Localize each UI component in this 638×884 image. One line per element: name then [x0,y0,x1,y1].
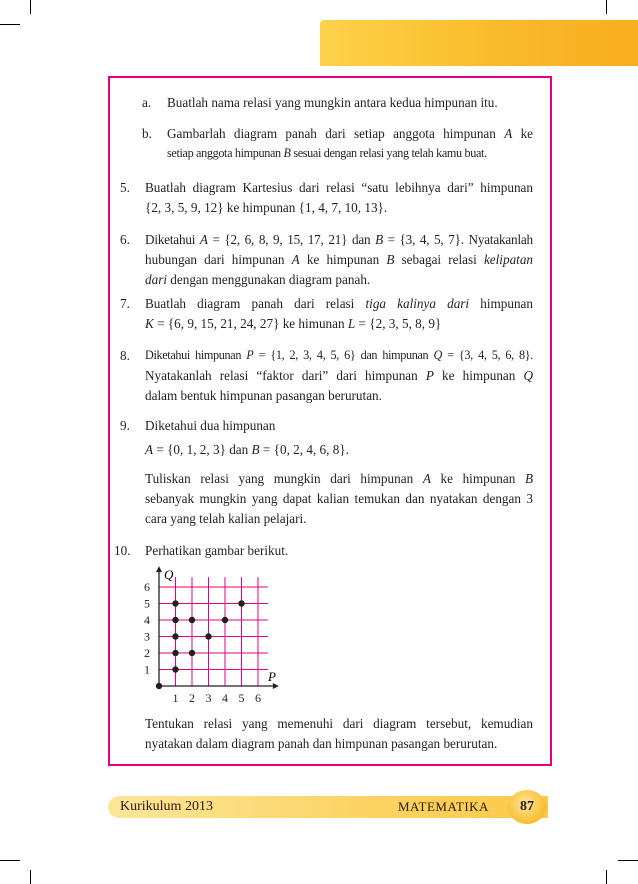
data-point [172,633,178,639]
y-tick-label: 3 [144,629,150,644]
x-tick-label: 5 [238,691,245,705]
question-8-line1: Diketahui himpunan P = {1, 2, 3, 4, 5, 6} dan himpunan Q = {3, 4, 5, 6, 8}. [145,348,533,362]
question-9-line3: Tuliskan relasi yang mungkin dari himpunan A ke himpunan B [145,471,534,486]
question-10-number: 10. [114,543,131,558]
data-point [222,617,228,623]
y-tick-label: 6 [144,580,150,594]
question-9-number: 9. [120,418,130,433]
x-axis-label: P [268,669,276,684]
x-tick-label: 2 [189,691,195,705]
question-5-line1: Buatlah diagram Kartesius dari relasi “satu lebihnya dari” himpunan [145,180,533,195]
question-10-line2: Tentukan relasi yang memenuhi dari diagram tersebut, kemudian [145,716,533,731]
data-point [156,683,162,689]
crop-mark [606,0,607,14]
y-tick-label: 2 [144,646,150,660]
question-10-line3: nyatakan dalam diagram panah dan himpunan pasangan berurutan. [145,736,498,751]
crop-mark [606,870,607,884]
y-tick-label: 4 [144,613,150,627]
crop-mark [30,0,31,14]
crop-mark [0,860,20,861]
data-point [172,600,178,606]
y-tick-label: 5 [144,596,150,611]
y-tick-label: 1 [144,662,150,677]
x-tick-label: 4 [222,691,228,705]
crop-mark [0,24,20,25]
data-point [189,650,195,656]
item-b-line2: setiap anggota himpunan B sesuai dengan relasi yang telah kamu buat. [167,146,487,160]
footer-curriculum: Kurikulum 2013 [120,799,213,814]
x-tick-label: 3 [205,691,212,705]
question-5-number: 5. [120,180,130,195]
question-7-line1: Buatlah diagram panah dari relasi tiga kalinya dari himpunan [145,296,534,311]
question-8-line2: Nyatakanlah relasi “faktor dari” dari himpunan P ke himpunan Q [145,368,534,383]
question-9-line4: sebanyak mungkin yang dapat kalian temukan dan nyatakan dengan 3 [145,491,533,506]
question-9-line2: A = {0, 1, 2, 3} dan B = {0, 2, 4, 6, 8}. [145,442,349,457]
question-7-number: 7. [120,296,130,311]
data-point [172,650,178,656]
data-point [172,617,178,623]
y-axis-label: Q [164,567,174,582]
y-axis-arrow [156,566,162,572]
data-point [172,666,178,672]
data-point [189,617,195,623]
question-8-number: 8. [120,348,130,363]
item-b-label: b. [142,126,152,141]
question-6-line2: hubungan dari himpunan A ke himpunan B sebagai relasi kelipatan [145,252,534,267]
question-8-line3: dalam bentuk himpunan pasangan berurutan. [145,388,382,403]
question-9-line5: cara yang telah kalian pelajari. [145,511,307,526]
data-point [238,600,244,606]
question-6-line1: Diketahui A = {2, 6, 8, 9, 15, 17, 21} dan B = {3, 4, 5, 7}. Nyatakanlah [145,232,533,247]
data-points [156,600,245,689]
question-6-number: 6. [120,232,130,247]
page-number: 87 [508,790,546,824]
data-point [205,633,211,639]
question-10-line1: Perhatikan gambar berikut. [145,543,289,558]
x-tick-label: 1 [172,691,179,705]
crop-mark [618,860,638,861]
item-b-line1: Gambarlah diagram panah dari setiap anggota himpunan A ke [167,126,534,141]
item-a-text: Buatlah nama relasi yang mungkin antara kedua himpunan itu. [167,95,498,110]
crop-mark [30,870,31,884]
question-7-line2: K = {6, 9, 15, 21, 24, 27} ke himunan L = {2, 3, 5, 8, 9} [145,316,442,331]
x-tick-label: 6 [255,691,261,705]
question-5-line2: {2, 3, 5, 9, 12} ke himpunan {1, 4, 7, 10, 13}. [145,200,388,215]
question-6-line3: dari dengan menggunakan diagram panah. [145,272,371,287]
cartesian-diagram [135,560,295,710]
header-band [320,20,638,66]
item-a-label: a. [142,95,152,110]
question-9-line1: Diketahui dua himpunan [145,418,276,433]
footer-subject: MATEMATIKA [398,799,489,814]
